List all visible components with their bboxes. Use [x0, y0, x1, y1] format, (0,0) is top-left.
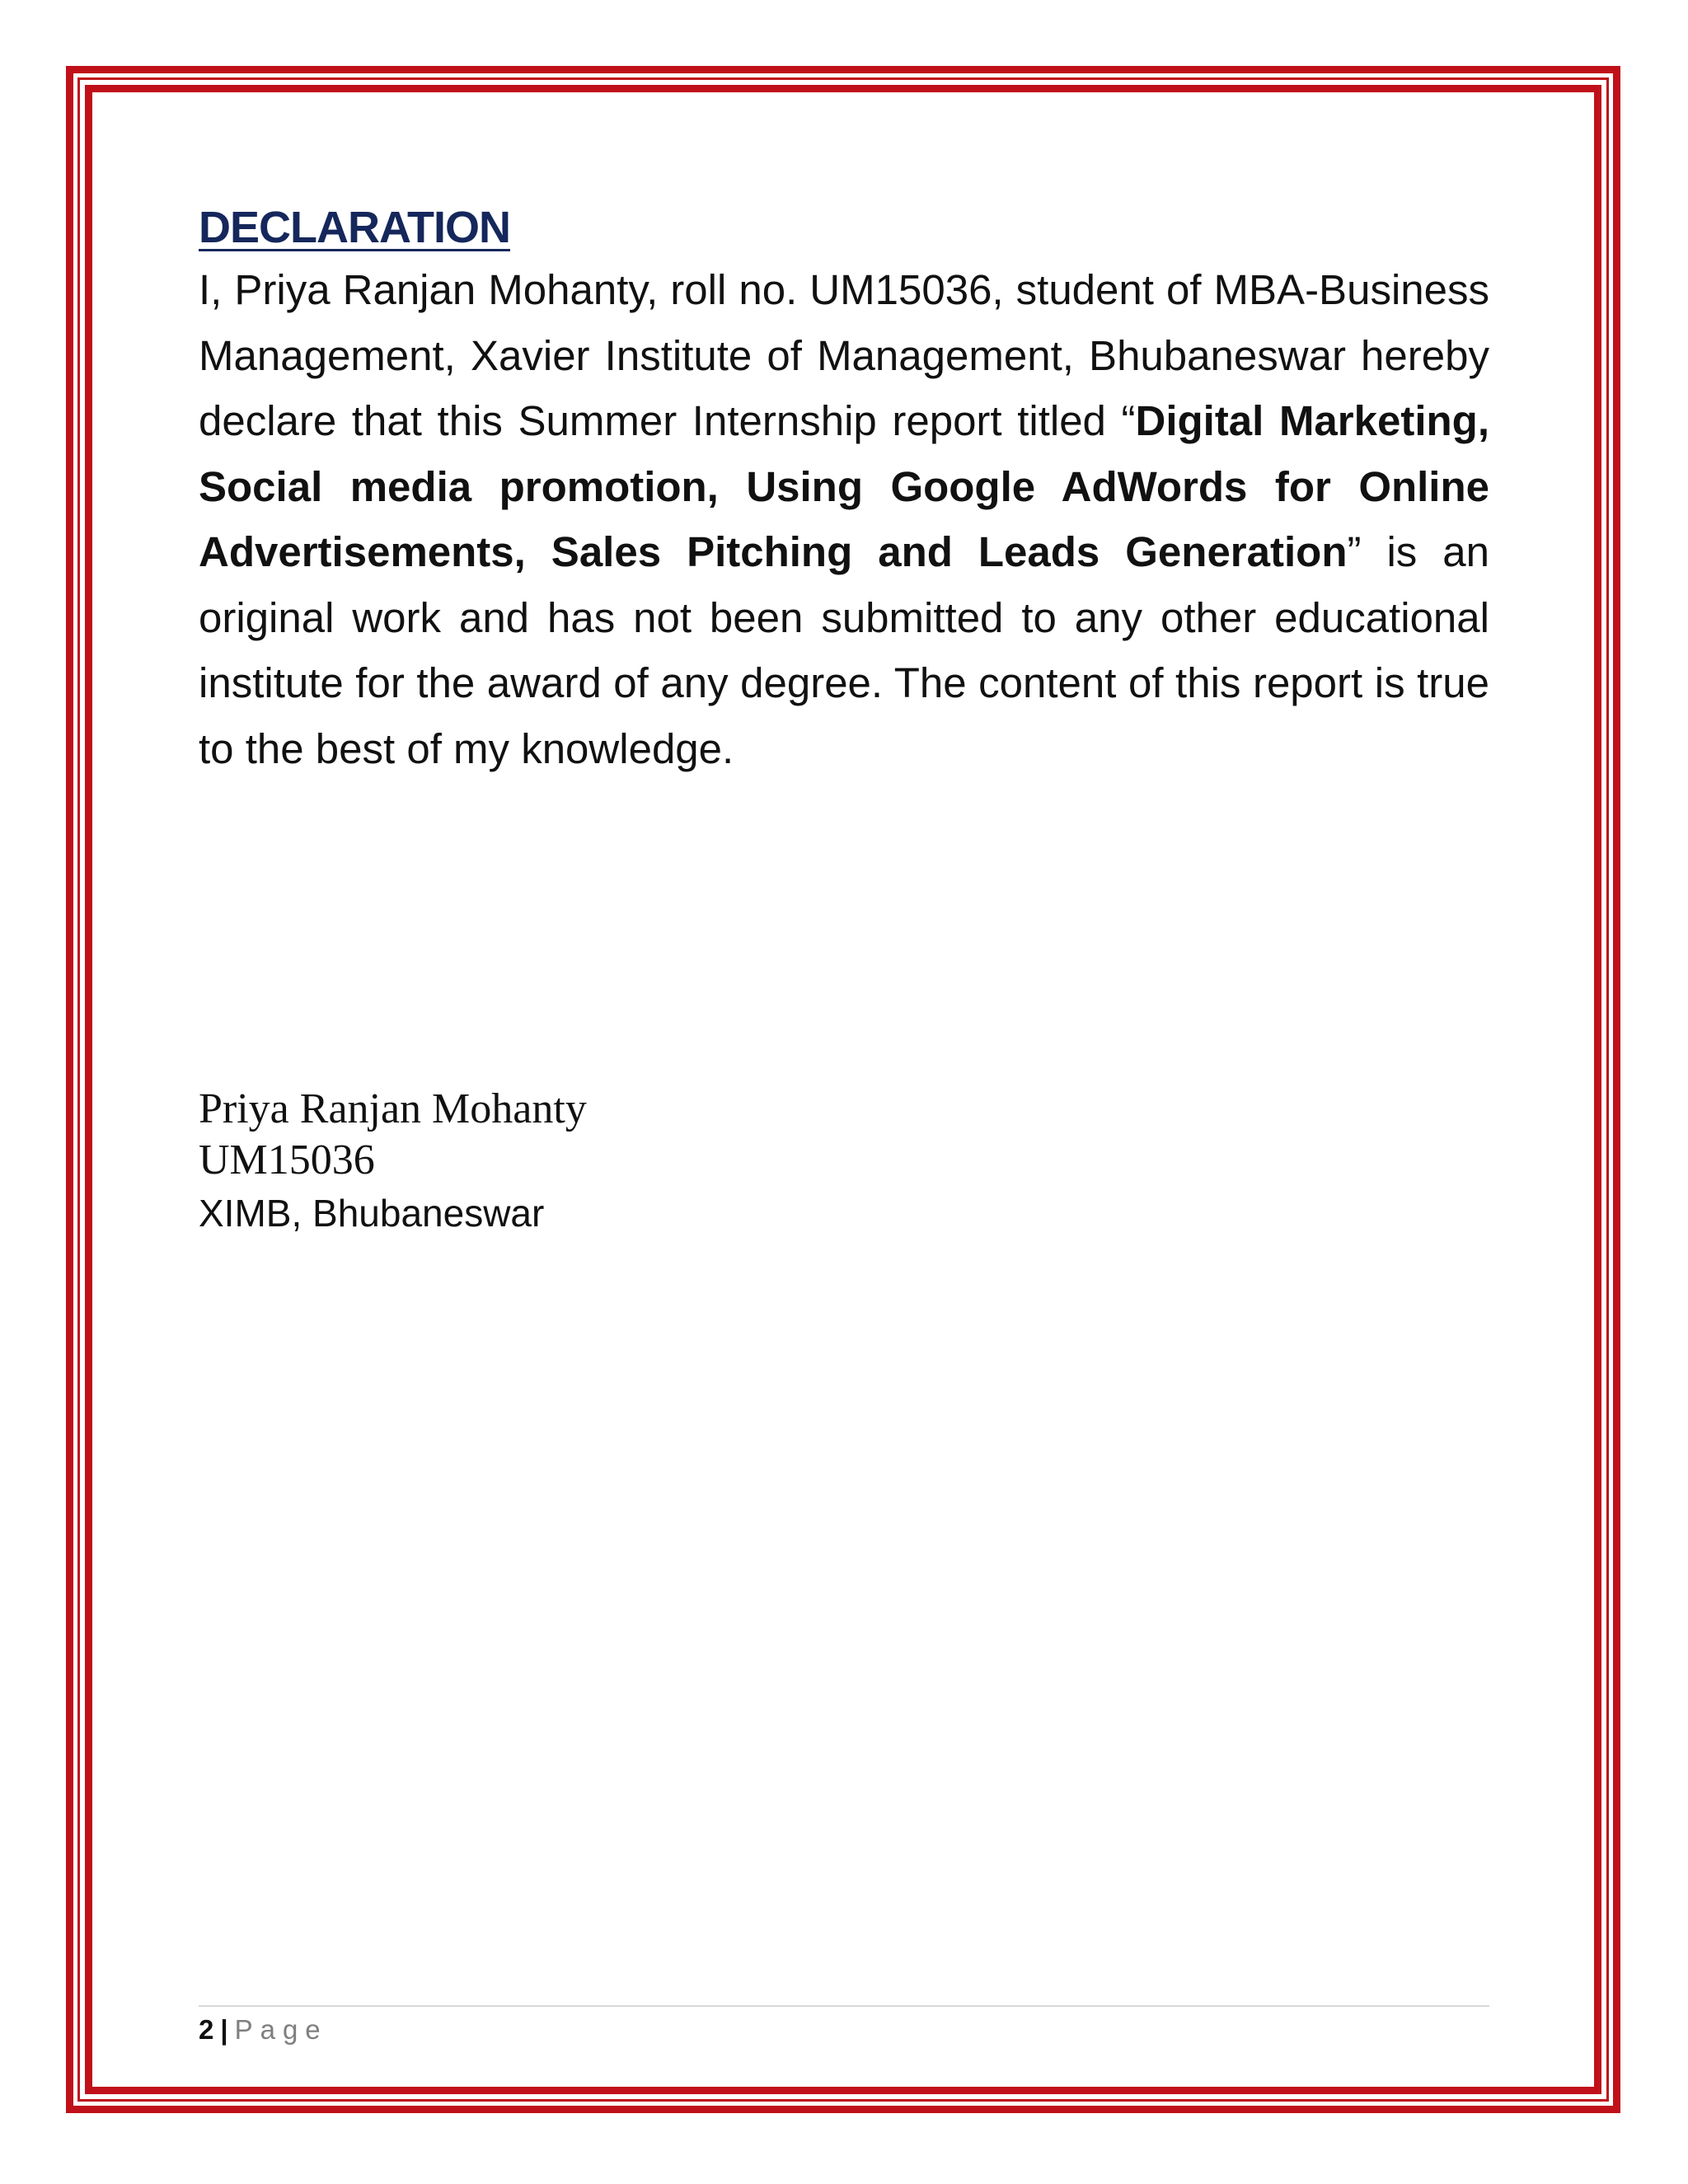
page-footer — [199, 2011, 328, 2049]
paragraph-outro: ” is an original work and has not been submitted to any other educational institute for the award of any degree. The content of this report is true to the best of my knowledge. — [199, 528, 1489, 772]
signatory-name: Priya Ranjan Mohanty — [199, 1085, 587, 1132]
declaration-section — [199, 198, 1489, 781]
page-number: 2 — [199, 2014, 214, 2045]
signatory-roll: UM15036 — [199, 1137, 375, 1183]
footer-divider — [199, 2005, 1489, 2007]
report-title: Digital Marketing, Social media promotion, Using Google AdWords for Online Advertisements, Sales Pitching and Leads Generation — [199, 397, 1489, 575]
page-label: Page — [234, 2014, 328, 2045]
signature-block — [199, 1084, 587, 1240]
paragraph-intro: I, Priya Ranjan Mohanty, roll no. UM15036, student of MBA-Business Management, Xavier Institute of Management, Bhubaneswar hereby declare that this Summer Internship report titled “ — [199, 266, 1489, 444]
signatory-place: XIMB, Bhubaneswar — [199, 1192, 545, 1235]
declaration-paragraph — [199, 257, 1489, 781]
footer-separator: | — [220, 2014, 228, 2045]
declaration-heading: DECLARATION — [199, 203, 510, 252]
